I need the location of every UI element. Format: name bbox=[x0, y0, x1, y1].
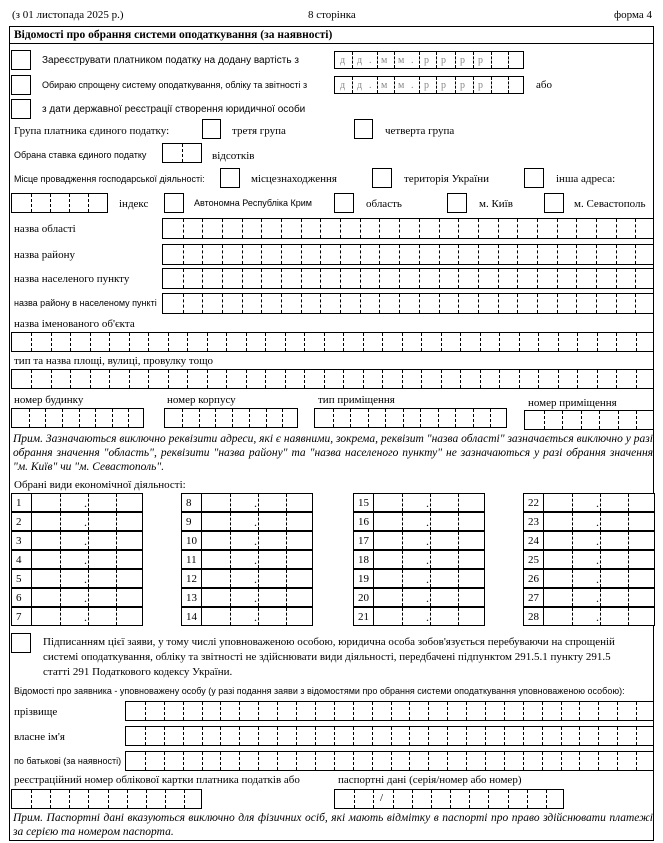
obligation-line-3: статті 291 Податкового кодексу України. bbox=[43, 666, 233, 678]
activity-number bbox=[523, 512, 543, 531]
settlement-name-label: назва населеного пункту bbox=[14, 273, 130, 285]
activity-number bbox=[181, 493, 201, 512]
simplified-label: Обираю спрощену систему оподаткування, обліку та звітності з bbox=[42, 80, 308, 90]
activity-code-dot: . bbox=[254, 534, 257, 548]
activity-number bbox=[181, 588, 201, 607]
registration-date-checkbox[interactable] bbox=[11, 99, 31, 119]
activity-number-label: 12 bbox=[186, 573, 197, 585]
activity-number-label: 27 bbox=[528, 592, 539, 604]
place-territory-checkbox[interactable] bbox=[372, 168, 392, 188]
percent-label: відсотків bbox=[212, 150, 255, 162]
oblast-label: область bbox=[366, 198, 402, 210]
activity-code-dot: . bbox=[596, 553, 599, 567]
activity-number bbox=[353, 493, 373, 512]
activity-code-dot: . bbox=[84, 515, 87, 529]
obligation-line-2: системі оподаткування, обліку та звітності не здійснювати види діяльності, передбачені підпунктом 291.5.1 пункту 291.5 bbox=[43, 651, 611, 663]
activity-code-dot: . bbox=[426, 610, 429, 624]
activity-code-field[interactable] bbox=[373, 588, 485, 607]
activity-number-label: 2 bbox=[16, 516, 22, 528]
kyiv-label: м. Київ bbox=[479, 198, 513, 210]
premises-type-label: тип приміщення bbox=[318, 394, 395, 406]
tax-card-label: реєстраційний номер облікової картки платника податків або bbox=[14, 774, 300, 786]
activity-number bbox=[181, 550, 201, 569]
activity-code-dot: . bbox=[426, 496, 429, 510]
activity-number bbox=[523, 607, 543, 626]
activity-number-label: 4 bbox=[16, 554, 22, 566]
activity-number bbox=[181, 607, 201, 626]
oblast-checkbox[interactable] bbox=[334, 193, 354, 213]
region-name-label: назва області bbox=[14, 223, 76, 235]
activity-number-label: 28 bbox=[528, 611, 539, 623]
month-hint: м bbox=[398, 55, 405, 66]
day-hint: д bbox=[340, 80, 346, 91]
place-other-label: інша адреса: bbox=[556, 173, 616, 185]
block-field[interactable] bbox=[164, 408, 298, 428]
activity-number bbox=[181, 569, 201, 588]
day-hint: д bbox=[357, 55, 363, 66]
place-location-checkbox[interactable] bbox=[220, 168, 240, 188]
activity-code-dot: . bbox=[254, 591, 257, 605]
named-object-field[interactable] bbox=[11, 332, 654, 352]
address-note: Прим. Зазначаються виключно реквізити адреси, які є наявними, зокрема, реквізит "назва області" зазначається виключно у разі обрання значення "область", реквізити "назва району" та "назва населеного пункту" не зазначаються у разі обрання значення "м. Київ" чи "м. Севастополь". bbox=[13, 433, 653, 473]
vat-checkbox[interactable] bbox=[11, 50, 31, 70]
activity-code-field[interactable] bbox=[31, 531, 143, 550]
activity-code-dot: . bbox=[596, 534, 599, 548]
activity-code-dot: . bbox=[254, 610, 257, 624]
premises-type-field[interactable] bbox=[314, 408, 507, 428]
premises-no-field[interactable] bbox=[524, 410, 654, 430]
surname-label: прізвище bbox=[14, 706, 58, 718]
year-hint: р bbox=[424, 80, 429, 91]
activity-number-label: 6 bbox=[16, 592, 22, 604]
sevastopol-label: м. Севастополь bbox=[574, 198, 646, 210]
year-hint: р bbox=[460, 80, 465, 91]
obligation-checkbox[interactable] bbox=[11, 633, 31, 653]
activity-number bbox=[353, 550, 373, 569]
activity-number-label: 19 bbox=[358, 573, 369, 585]
place-location-label: місцезнаходження bbox=[251, 173, 337, 185]
group-third-label: третя група bbox=[232, 125, 286, 137]
patronymic-label: по батькові (за наявності) bbox=[14, 756, 122, 766]
activity-number bbox=[523, 531, 543, 550]
activity-code-dot: . bbox=[254, 496, 257, 510]
place-label: Місце провадження господарської діяльності: bbox=[14, 174, 205, 184]
year-hint: р bbox=[460, 55, 465, 66]
group-fourth-checkbox[interactable] bbox=[354, 119, 373, 139]
header-date: (з 01 листопада 2025 р.) bbox=[12, 9, 124, 21]
activity-number bbox=[523, 493, 543, 512]
activity-number bbox=[11, 569, 31, 588]
named-object-label: назва іменованого об'єкта bbox=[14, 318, 135, 330]
activity-code-dot: . bbox=[254, 553, 257, 567]
activity-number bbox=[353, 588, 373, 607]
activity-code-field[interactable] bbox=[543, 588, 655, 607]
day-hint: д bbox=[357, 80, 363, 91]
activity-number-label: 16 bbox=[358, 516, 369, 528]
activity-code-field[interactable] bbox=[373, 607, 485, 626]
year-hint: р bbox=[424, 55, 429, 66]
activity-code-field[interactable] bbox=[201, 607, 313, 626]
month-hint: м bbox=[381, 55, 388, 66]
year-hint: р bbox=[441, 55, 446, 66]
activity-number bbox=[353, 607, 373, 626]
street-type-label: тип та назва площі, вулиці, провулку тощо bbox=[14, 355, 214, 367]
given-name-field[interactable] bbox=[125, 726, 654, 746]
header-page: 8 сторінка bbox=[308, 9, 356, 21]
activity-number bbox=[11, 550, 31, 569]
activity-number-label: 11 bbox=[186, 554, 197, 566]
region-name-field[interactable] bbox=[162, 218, 654, 239]
activity-number-label: 17 bbox=[358, 535, 369, 547]
activity-code-dot: . bbox=[426, 534, 429, 548]
activity-code-field[interactable] bbox=[373, 512, 485, 531]
activity-code-dot: . bbox=[596, 610, 599, 624]
dot-hint: . bbox=[411, 80, 414, 91]
group-fourth-label: четверта група bbox=[385, 125, 455, 137]
activity-number-label: 24 bbox=[528, 535, 539, 547]
activity-number-label: 15 bbox=[358, 497, 369, 509]
activity-code-field[interactable] bbox=[31, 607, 143, 626]
activity-code-field[interactable] bbox=[373, 550, 485, 569]
group-label: Група платника єдиного податку: bbox=[14, 125, 170, 137]
activity-number-label: 14 bbox=[186, 611, 197, 623]
or-label: або bbox=[536, 79, 552, 91]
activity-code-dot: . bbox=[84, 572, 87, 586]
header-form: форма 4 bbox=[614, 9, 652, 21]
obligation-line-1: Підписанням цієї заяви, у тому числі уповноваженою особою, юридична особа зобов'язується перебуваючи на спрощеній bbox=[43, 636, 615, 648]
index-label: індекс bbox=[119, 198, 149, 210]
activity-code-dot: . bbox=[84, 591, 87, 605]
activity-code-dot: . bbox=[426, 515, 429, 529]
activity-code-dot: . bbox=[254, 572, 257, 586]
tax-card-field[interactable] bbox=[11, 789, 202, 809]
activity-code-field[interactable] bbox=[31, 569, 143, 588]
activity-number bbox=[11, 588, 31, 607]
day-hint: д bbox=[340, 55, 346, 66]
activity-number-label: 18 bbox=[358, 554, 369, 566]
month-hint: м bbox=[398, 80, 405, 91]
activity-code-dot: . bbox=[596, 591, 599, 605]
activity-number bbox=[11, 607, 31, 626]
activity-code-field[interactable] bbox=[201, 550, 313, 569]
activity-number-label: 25 bbox=[528, 554, 539, 566]
activity-code-field[interactable] bbox=[201, 588, 313, 607]
title-divider bbox=[9, 43, 654, 44]
passport-field[interactable] bbox=[334, 789, 564, 809]
activity-code-field[interactable] bbox=[373, 569, 485, 588]
activity-number-label: 9 bbox=[186, 516, 192, 528]
activity-number-label: 1 bbox=[16, 497, 22, 509]
block-label: номер корпусу bbox=[167, 394, 236, 406]
activity-code-field[interactable] bbox=[373, 531, 485, 550]
surname-field[interactable] bbox=[125, 701, 654, 721]
place-other-checkbox[interactable] bbox=[524, 168, 544, 188]
crimea-checkbox[interactable] bbox=[164, 193, 184, 213]
activity-number bbox=[181, 531, 201, 550]
dot-hint: . bbox=[411, 55, 414, 66]
dot-hint: . bbox=[369, 55, 372, 66]
activity-code-field[interactable] bbox=[543, 512, 655, 531]
activity-code-field[interactable] bbox=[31, 512, 143, 531]
simplified-date-field[interactable] bbox=[334, 76, 524, 94]
premises-no-label: номер приміщення bbox=[528, 397, 617, 409]
street-type-field[interactable] bbox=[11, 369, 654, 389]
settlement-district-field[interactable] bbox=[162, 293, 654, 314]
activity-code-field[interactable] bbox=[543, 569, 655, 588]
district-name-label: назва району bbox=[14, 249, 75, 261]
building-field[interactable] bbox=[11, 408, 144, 428]
sevastopol-checkbox[interactable] bbox=[544, 193, 564, 213]
index-field[interactable] bbox=[11, 193, 108, 213]
activity-code-field[interactable] bbox=[31, 588, 143, 607]
activity-number-label: 5 bbox=[16, 573, 22, 585]
passport-slash: / bbox=[380, 792, 384, 804]
year-hint: р bbox=[441, 80, 446, 91]
activity-number-label: 23 bbox=[528, 516, 539, 528]
activity-number-label: 10 bbox=[186, 535, 197, 547]
activity-number bbox=[11, 512, 31, 531]
crimea-label: Автономна Республіка Крим bbox=[194, 198, 312, 208]
activity-number-label: 8 bbox=[186, 497, 192, 509]
registration-date-label: з дати державної реєстрації створення юридичної особи bbox=[42, 104, 306, 115]
activity-number bbox=[11, 531, 31, 550]
activity-code-field[interactable] bbox=[201, 512, 313, 531]
activity-number bbox=[353, 569, 373, 588]
activity-code-dot: . bbox=[84, 553, 87, 567]
vat-date-field[interactable] bbox=[334, 51, 524, 69]
activity-number bbox=[353, 512, 373, 531]
activity-code-dot: . bbox=[596, 572, 599, 586]
name-label: власне ім'я bbox=[14, 731, 65, 743]
year-hint: р bbox=[478, 55, 483, 66]
activity-number bbox=[11, 493, 31, 512]
activity-number-label: 21 bbox=[358, 611, 369, 623]
activity-code-field[interactable] bbox=[201, 569, 313, 588]
applicant-label: Відомості про заявника - уповноважену особу (у разі подання заяви з відомостями про обрання системи оподаткування уповноваженою особою): bbox=[14, 686, 625, 696]
building-label: номер будинку bbox=[14, 394, 84, 406]
activity-number bbox=[181, 512, 201, 531]
activity-code-field[interactable] bbox=[543, 607, 655, 626]
activity-code-dot: . bbox=[596, 515, 599, 529]
activity-code-field[interactable] bbox=[31, 550, 143, 569]
activity-code-dot: . bbox=[596, 496, 599, 510]
activity-code-dot: . bbox=[84, 534, 87, 548]
activity-code-field[interactable] bbox=[201, 531, 313, 550]
rate-field[interactable] bbox=[162, 143, 202, 163]
activity-code-field[interactable] bbox=[31, 493, 143, 512]
year-hint: р bbox=[478, 80, 483, 91]
activity-code-field[interactable] bbox=[543, 531, 655, 550]
activity-number-label: 26 bbox=[528, 573, 539, 585]
vat-label: Зареєструвати платником податку на додану вартість з bbox=[42, 55, 299, 66]
place-territory-label: територія України bbox=[404, 173, 489, 185]
activity-number bbox=[353, 531, 373, 550]
activity-code-dot: . bbox=[426, 553, 429, 567]
settlement-district-label: назва району в населеному пункті bbox=[14, 298, 157, 308]
district-name-field[interactable] bbox=[162, 244, 654, 265]
dot-hint: . bbox=[369, 80, 372, 91]
section-title: Відомості про обрання системи оподаткування (за наявності) bbox=[14, 29, 333, 41]
activity-number-label: 7 bbox=[16, 611, 22, 623]
activity-number-label: 20 bbox=[358, 592, 369, 604]
activity-code-field[interactable] bbox=[543, 550, 655, 569]
patronymic-field[interactable] bbox=[125, 751, 654, 771]
activity-number bbox=[523, 569, 543, 588]
activities-label: Обрані види економічної діяльності: bbox=[14, 479, 186, 491]
activity-code-field[interactable] bbox=[201, 493, 313, 512]
passport-label: паспортні дані (серія/номер або номер) bbox=[338, 774, 522, 786]
activity-code-field[interactable] bbox=[543, 493, 655, 512]
activity-number-label: 22 bbox=[528, 497, 539, 509]
rate-label: Обрана ставка єдиного податку bbox=[14, 150, 147, 160]
passport-note: Прим. Паспортні дані вказуються виключно для фізичних осіб, які мають відмітку в паспорті про право здійснювати платежі за серією та номером паспорта. bbox=[13, 812, 653, 838]
group-third-checkbox[interactable] bbox=[202, 119, 221, 139]
activity-code-dot: . bbox=[426, 572, 429, 586]
activity-code-dot: . bbox=[84, 496, 87, 510]
simplified-checkbox[interactable] bbox=[11, 75, 31, 95]
activity-code-dot: . bbox=[254, 515, 257, 529]
month-hint: м bbox=[381, 80, 388, 91]
kyiv-checkbox[interactable] bbox=[447, 193, 467, 213]
activity-code-dot: . bbox=[84, 610, 87, 624]
activity-number bbox=[523, 588, 543, 607]
settlement-name-field[interactable] bbox=[162, 268, 654, 289]
activity-code-field[interactable] bbox=[373, 493, 485, 512]
activity-number-label: 3 bbox=[16, 535, 22, 547]
activity-code-dot: . bbox=[426, 591, 429, 605]
activity-number bbox=[523, 550, 543, 569]
activity-number-label: 13 bbox=[186, 592, 197, 604]
